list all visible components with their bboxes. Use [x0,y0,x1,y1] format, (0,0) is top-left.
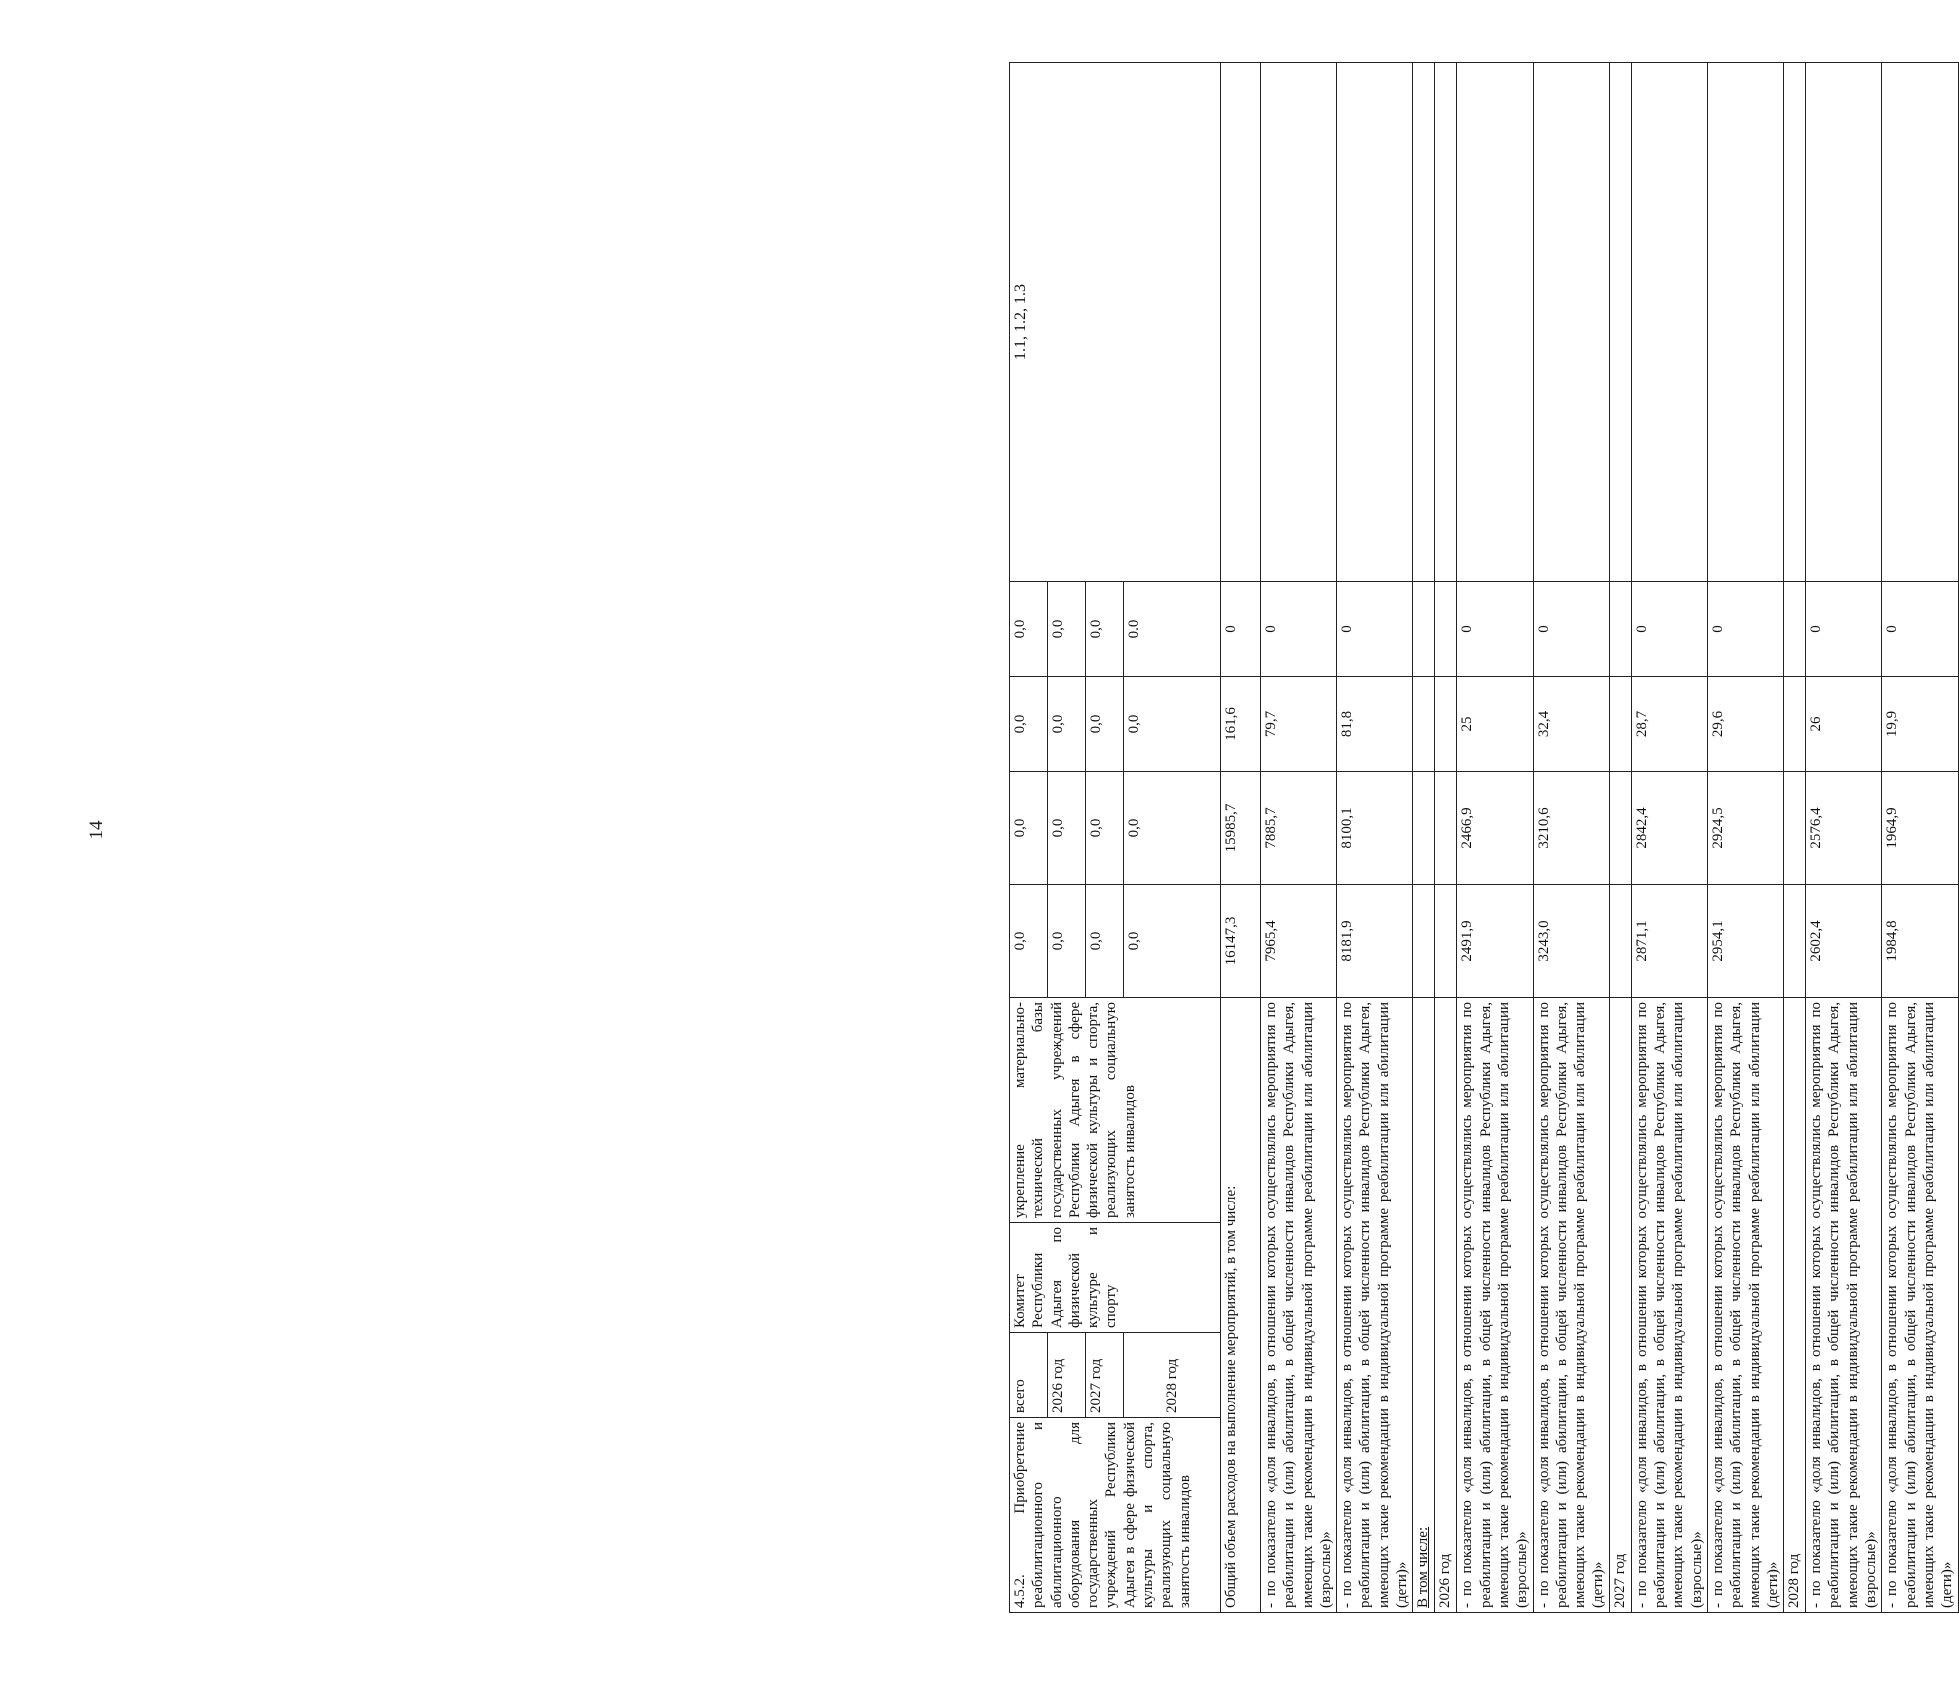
indicator-label: - по показателю «доля инвалидов, в отношении которых осуществлялись мероприятия по реабилитации и (или) абилитации, в общей численности инвалидов Республики Адыгея, имеющих такие рекомендации в индивидуальной программе реабилитации или абилитации (взрослые)» [1457,998,1533,1613]
value-cell: 0,0 [1010,772,1048,885]
value-cell: 0,0 [1048,582,1086,677]
value-cell: 0 [1337,582,1413,677]
period-cell: 2028 год [1124,1333,1221,1418]
indicator-row [1457,63,1533,1613]
value-cell: 0,0 [1010,582,1048,677]
value-cell: 3210,6 [1533,772,1609,885]
activity-row [1010,63,1048,1613]
value-cell: 0,0 [1010,677,1048,772]
value-cell: 29,6 [1707,677,1783,772]
indicator-label: - по показателю «доля инвалидов, в отношении которых осуществлялись мероприятия по реабилитации и (или) абилитации, в общей численности инвалидов Республики Адыгея, имеющих такие рекомендации в индивидуальной программе реабилитации или абилитации (взрослые)» [1806,998,1882,1613]
value-cell: 2466,9 [1457,772,1533,885]
value-cell: 16147,3 [1221,885,1261,998]
value-cell: 26 [1806,677,1882,772]
program-table [1009,62,1959,1613]
period-cell: всего [1010,1333,1048,1418]
value-cell: 0,0 [1124,772,1221,885]
value-cell: 19,9 [1882,677,1958,772]
indicator-row [1806,63,1882,1613]
value-cell: 0,0 [1086,885,1124,998]
value-cell: 2954,1 [1707,885,1783,998]
indicator-row [1882,63,1958,1613]
value-cell: 1964,9 [1882,772,1958,885]
value-cell: 0,0 [1010,885,1048,998]
value-cell: 2871,1 [1631,885,1707,998]
value-cell: 25 [1457,677,1533,772]
indicator-label: - по показателю «доля инвалидов, в отношении которых осуществлялись мероприятия по реабилитации и (или) абилитации, в общей численности инвалидов Республики Адыгея, имеющих такие рекомендации в индивидуальной программе реабилитации или абилитации (дети)» [1533,998,1609,1613]
indicator-row [1261,63,1337,1613]
value-cell: 81,8 [1337,677,1413,772]
empty-cell [1707,63,1783,582]
value-cell: 2491,9 [1457,885,1533,998]
result-cell: укрепление материально-технической базы государственных учреждений Республики Адыгея в сфере физической культуры и спорта, реализующих социальную занятость инвалидов [1010,998,1221,1223]
value-cell: 32,4 [1533,677,1609,772]
value-cell: 0.0 [1124,582,1221,677]
indicator-label: - по показателю «доля инвалидов, в отношении которых осуществлялись мероприятия по реабилитации и (или) абилитации, в общей численности инвалидов Республики Адыгея, имеющих такие рекомендации в индивидуальной программе реабилитации или абилитации (дети)» [1882,998,1958,1613]
value-cell: 1984,8 [1882,885,1958,998]
empty-cell [1882,63,1958,582]
indicator-row [1533,63,1609,1613]
indicator-label: - по показателю «доля инвалидов, в отношении которых осуществлялись мероприятия по реабилитации и (или) абилитации, в общей численности инвалидов Республики Адыгея, имеющих такие рекомендации в индивидуальной программе реабилитации или абилитации (взрослые)» [1261,998,1337,1613]
value-cell: 0 [1806,582,1882,677]
value-cell: 79,7 [1261,677,1337,772]
value-cell: 0 [1261,582,1337,677]
indicator-row [1337,63,1413,1613]
empty-cell [1261,63,1337,582]
year-label: 2026 год [1435,998,1457,1613]
total-label: Общий объем расходов на выполнение мероприятий, в том числе: [1221,998,1261,1613]
indicator-label: - по показателю «доля инвалидов, в отношении которых осуществлялись мероприятия по реабилитации и (или) абилитации, в общей численности инвалидов Республики Адыгея, имеющих такие рекомендации в индивидуальной программе реабилитации или абилитации (взрослые)» [1631,998,1707,1613]
empty-cell [1457,63,1533,582]
year-label: 2027 год [1609,998,1631,1613]
value-cell: 3243,0 [1533,885,1609,998]
value-cell: 0,0 [1124,885,1221,998]
executor-cell: Комитет Республики Адыгея по физической культуре и спорту [1010,1223,1221,1333]
empty-cell [1631,63,1707,582]
value-cell: 15985,7 [1221,772,1261,885]
value-cell: 0 [1457,582,1533,677]
year-row [1435,63,1457,1613]
value-cell: 0 [1221,582,1261,677]
value-cell: 161,6 [1221,677,1261,772]
value-cell: 7965,4 [1261,885,1337,998]
value-cell: 2924,5 [1707,772,1783,885]
year-row [1609,63,1631,1613]
value-cell: 0,0 [1086,582,1124,677]
value-cell: 0,0 [1048,772,1086,885]
year-row [1784,63,1806,1613]
value-cell: 0 [1631,582,1707,677]
value-cell: 8181,9 [1337,885,1413,998]
period-cell: 2026 год [1048,1333,1086,1418]
value-cell: 0,0 [1048,885,1086,998]
value-cell: 0,0 [1086,677,1124,772]
value-cell: 7885,7 [1261,772,1337,885]
value-cell: 0 [1533,582,1609,677]
value-cell: 0 [1882,582,1958,677]
section-row [1413,63,1435,1613]
indicators-ref: 1.1, 1.2, 1.3 [1010,63,1221,582]
value-cell: 2602,4 [1806,885,1882,998]
value-cell: 28,7 [1631,677,1707,772]
value-cell: 0,0 [1086,772,1124,885]
year-label: 2028 год [1784,998,1806,1613]
empty-cell [1337,63,1413,582]
value-cell: 2576,4 [1806,772,1882,885]
value-cell: 2842,4 [1631,772,1707,885]
value-cell: 8100,1 [1337,772,1413,885]
empty-cell [1806,63,1882,582]
total-row [1221,63,1261,1613]
empty-cell [1221,63,1261,582]
indicator-label: - по показателю «доля инвалидов, в отношении которых осуществлялись мероприятия по реабилитации и (или) абилитации, в общей численности инвалидов Республики Адыгея, имеющих такие рекомендации в индивидуальной программе реабилитации или абилитации (дети)» [1337,998,1413,1613]
page-number: 14 [86,820,107,840]
empty-cell [1533,63,1609,582]
value-cell: 0 [1707,582,1783,677]
value-cell: 0,0 [1124,677,1221,772]
activity-name: 4.5.2. Приобретение реабилитационного и абилитационного оборудования для государственных учреждений Республики Адыгея в сфере физической культуры и спорта, реализующих социальную занятость инвалидов [1010,1418,1221,1613]
value-cell: 0,0 [1048,677,1086,772]
section-label: В том числе: [1413,998,1435,1613]
rotated-table-wrapper [1009,63,1956,1613]
indicator-row [1631,63,1707,1613]
indicator-row [1707,63,1783,1613]
indicator-label: - по показателю «доля инвалидов, в отношении которых осуществлялись мероприятия по реабилитации и (или) абилитации, в общей численности инвалидов Республики Адыгея, имеющих такие рекомендации в индивидуальной программе реабилитации или абилитации (дети)» [1707,998,1783,1613]
period-cell: 2027 год [1086,1333,1124,1418]
